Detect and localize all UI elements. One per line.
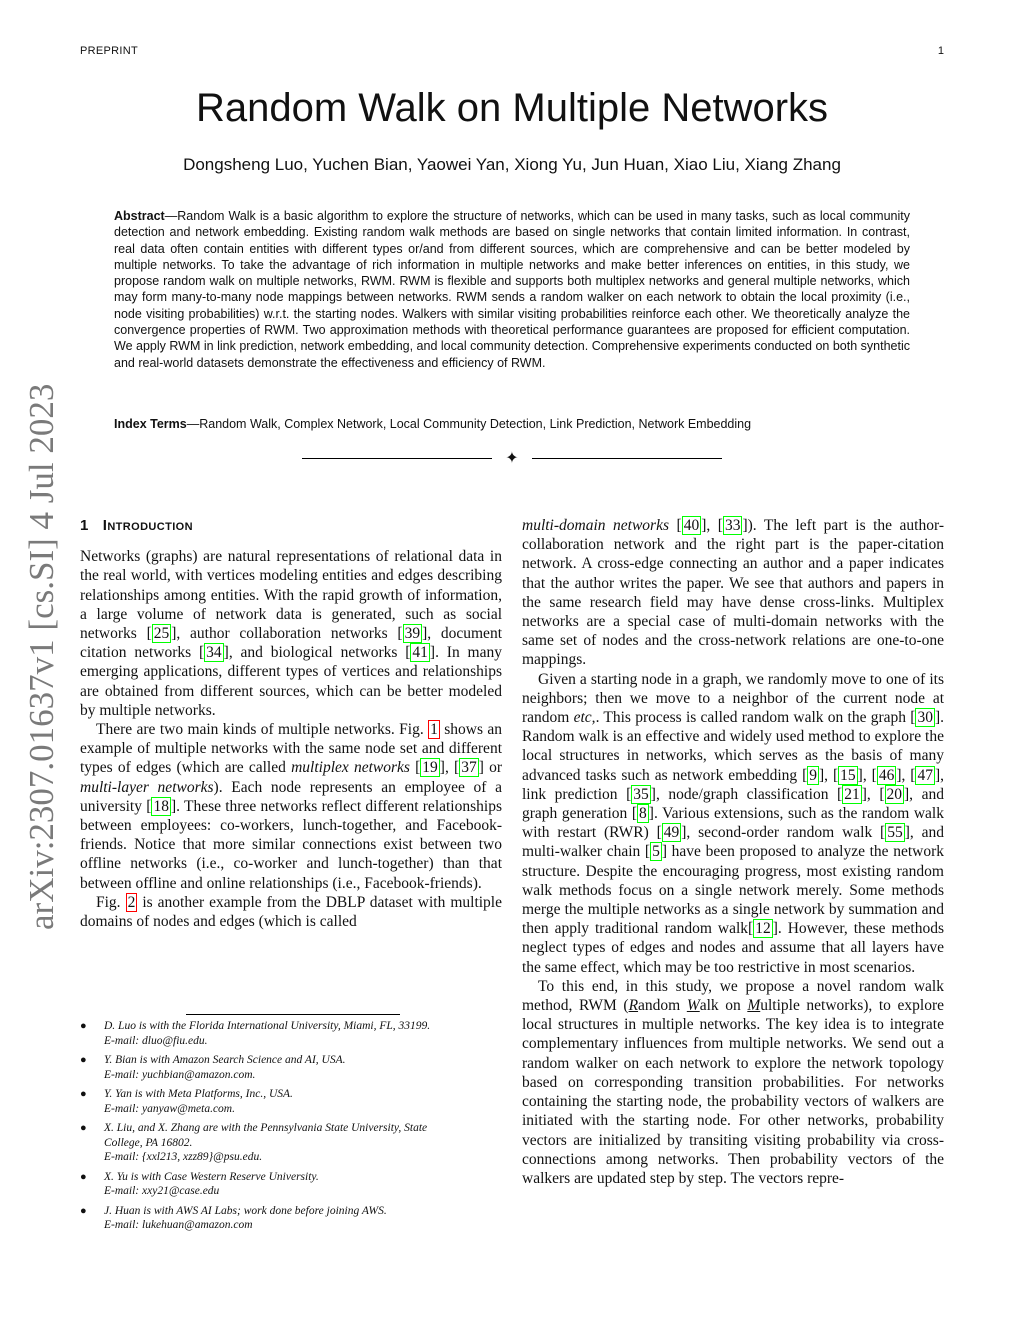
footnote: ● Y. Bian is with Amazon Search Science and AI, USA. E-mail: yuchbian@amazon.com. bbox=[80, 1054, 346, 1081]
citation-link[interactable]: 30 bbox=[917, 709, 933, 727]
abstract-label: Abstract bbox=[114, 209, 165, 223]
citation-link[interactable]: 21 bbox=[844, 785, 860, 803]
citation-link[interactable]: 19 bbox=[422, 759, 438, 777]
bullet-icon: ● bbox=[80, 1020, 87, 1032]
bullet-icon: ● bbox=[80, 1170, 87, 1183]
abstract-text: —Random Walk is a basic algorithm to explore the structure of networks, which can be used in many tasks, such as local community detection and network embedding. Existing random walk methods are based on single networks that contain limited information. In contrast, real data often contain entities with different types or/and from different sources, which are comprehensive and can be better modeled by multiple networks. To take the advantage of rich information in multiple networks and make better inferences on entities, in this study, we propose random walk on multiple networks, RWM. RWM is flexible and supports both multiplex networks and general multiple networks, which may form many-to-many node mappings between networks. RWM sends a random walker on each network to obtain the local proximity (i.e., node visiting probabilities) w.r.t. the starting nodes. Walkers with similar visiting probabilities reinforce each other. We theoretically analyze the convergence properties of RWM. Two approximation methods with theoretical performance guarantees are proposed for efficient computation. We apply RWM in link prediction, network embedding, and local community detection. Comprehensive experiments conducted on both synthetic and real-world datasets demonstrate the effectiveness and efficiency of RWM. bbox=[114, 209, 910, 370]
citation-link[interactable]: 37 bbox=[461, 759, 477, 777]
figure-link[interactable]: 2 bbox=[127, 893, 136, 911]
index-terms-label: Index Terms bbox=[114, 417, 187, 431]
citation-link[interactable]: 41 bbox=[412, 644, 428, 662]
citation-link[interactable]: 35 bbox=[633, 785, 649, 803]
citation-link[interactable]: 33 bbox=[724, 517, 741, 534]
footnote: ● J. Huan is with AWS AI Labs; work done before joining AWS. E-mail: lukehuan@amazon.com bbox=[80, 1204, 387, 1231]
index-terms-text: —Random Walk, Complex Network, Local Community Detection, Link Prediction, Network Embedding bbox=[186, 417, 752, 431]
citation-link[interactable]: 55 bbox=[887, 824, 903, 842]
footnote: ● D. Luo is with the Florida International University, Miami, FL, 33199. E-mail: dluo@fiu.edu. bbox=[80, 1020, 431, 1047]
citation-link[interactable]: 9 bbox=[809, 766, 817, 784]
section-number: 1 bbox=[80, 517, 89, 534]
citation-link[interactable]: 12 bbox=[755, 920, 771, 938]
footnote: ● X. Liu, and X. Zhang are with the Pennsylvania State University, State College, PA 16802. E-mail: {xxl213, xzz89}@psu.edu. bbox=[80, 1122, 428, 1163]
citation-link[interactable]: 40 bbox=[683, 517, 700, 534]
section-heading bbox=[80, 516, 502, 535]
citation-link[interactable]: 39 bbox=[404, 625, 421, 643]
bullet-icon: ● bbox=[80, 1204, 87, 1217]
section-title: Introduction bbox=[102, 517, 193, 534]
right-column bbox=[522, 516, 944, 1188]
left-column bbox=[80, 516, 502, 931]
page-number: 1 bbox=[937, 45, 944, 57]
figure-link[interactable]: 1 bbox=[430, 721, 438, 739]
citation-link[interactable]: 20 bbox=[886, 785, 902, 803]
section-divider bbox=[302, 452, 722, 466]
citation-link[interactable]: 18 bbox=[153, 797, 169, 815]
citation-link[interactable]: 34 bbox=[206, 644, 222, 662]
footnote: ● Y. Yan is with Meta Platforms, Inc., USA. E-mail: yanyaw@meta.com. bbox=[80, 1088, 293, 1115]
divider-line-left bbox=[302, 458, 492, 459]
citation-link[interactable]: 15 bbox=[840, 766, 856, 784]
arxiv-stamp: arXiv:2307.01637v1 [cs.SI] 4 Jul 2023 bbox=[22, 383, 61, 930]
citation-link[interactable]: 47 bbox=[917, 766, 933, 784]
citation-link[interactable]: 49 bbox=[663, 824, 680, 842]
citation-link[interactable]: 8 bbox=[639, 805, 647, 823]
citation-link[interactable]: 46 bbox=[878, 766, 895, 784]
paper-title: Random Walk on Multiple Networks bbox=[195, 86, 829, 130]
paragraph: Given a starting node in a graph, we randomly move to one of its neighbors; then we move to a neighbor of the current node at random etc,. This process is called random walk on the graph [ 30 ]. Random walk is an effective and widely used method to explore the local structures in networks, which serves as the basis of many advanced tasks such as network embedding [ 9 ], [ 15 ], [ 46 ], [ 47 ], link prediction [ 35 ], node/graph classification [ 21 ], [ 20 ], and graph generation [ 8 ]. Various extensions, such as the random walk with restart (RWR) [ 49 ], second-order random walk [ 55 ], and multi-walker chain [ 5 ] have been proposed to analyze the network structure. Despite the encouraging progress, most existing random walk methods focus on a single network merely. Some methods merge the multiple networks as a single network by summation and then apply traditional random walk[ 12 ]. However, these methods neglect types of edges and nodes and assume that all layers have the same effect, which may be too restrictive in most scenarios. bbox=[522, 670, 945, 976]
author-footnotes bbox=[80, 1019, 502, 1238]
bullet-icon: ● bbox=[80, 1122, 87, 1134]
citation-link[interactable]: 5 bbox=[652, 843, 660, 861]
divider-line-right bbox=[532, 458, 722, 459]
divider-ornament-icon: ✦ bbox=[505, 450, 519, 467]
footnote: ● X. Yu is with Case Western Reserve University. E-mail: xxy21@case.edu bbox=[80, 1170, 319, 1197]
citation-link[interactable]: 25 bbox=[153, 625, 170, 643]
bullet-icon: ● bbox=[80, 1054, 87, 1066]
paragraph: Networks (graphs) are natural representations of relational data in the real world, with vertices modeling entities and edges describing relationships among entities. With the rapid growth of information, a large volume of network data is generated, such as social networks [ 25 ], author collaboration networks [ 39 ], document citation networks [ 34 ], and biological networks [ 41 ]. In many emerging applications, different types of vertices and relationships are obtained from different sources, which can be better modeled by multiple networks. bbox=[80, 548, 502, 719]
running-head: PREPRINT bbox=[80, 45, 139, 57]
bullet-icon: ● bbox=[80, 1088, 87, 1100]
footnote-rule bbox=[186, 1014, 400, 1015]
paragraph: Fig. 2 is another example from the DBLP dataset with multiple domains of nodes and edges (which is called bbox=[80, 893, 502, 931]
paragraph: multi-domain networks [ 40 ], [ 33 ]). The left part is the author-collaboration network and the right part is the paper-citation network. A cross-edge connecting an author and a paper indicates that the author writes the paper. We see that authors and papers in the same research field may have dense cross-links. Multiplex networks are a special case of multi-domain networks with the same set of nodes and the cross-network relations are one-to-one mappings. bbox=[522, 517, 945, 669]
abstract bbox=[114, 208, 910, 371]
index-terms bbox=[114, 417, 910, 431]
paragraph: There are two main kinds of multiple networks. Fig. 1 shows an example of multiple networks with the same node set and different types of edges (which are called multiplex networks [ 19 ], [ 37 ] or multi-layer networks). Each node represents an employee of a university [ 18 ]. These three networks reflect different relationships between employees: co-workers, lunch-together, and Facebook-friends. Notice that more similar connections exist between two offline networks (i.e., co-worker and lunch-together) than that between offline and online relationships (i.e., Facebook-friends). bbox=[80, 721, 502, 892]
author-list: Dongsheng Luo, Yuchen Bian, Yaowei Yan, Xiong Yu, Jun Huan, Xiao Liu, Xiang Zhang bbox=[183, 155, 841, 174]
paragraph: To this end, in this study, we propose a novel random walk method, RWM (Random Walk on Multiple networks), to explore local structures in multiple networks. The key idea is to integrate complementary influences from multiple networks. We send out a random walker on each network to explore the network topology based on corresponding transition probabilities. For networks containing the starting node, the probability vectors of walkers are initiated with the starting node. For other networks, probability vectors are initialized by transiting visiting probability via cross-connections among networks. Then probability vectors of the walkers are updated step by step. The vectors repre- bbox=[522, 977, 944, 1187]
